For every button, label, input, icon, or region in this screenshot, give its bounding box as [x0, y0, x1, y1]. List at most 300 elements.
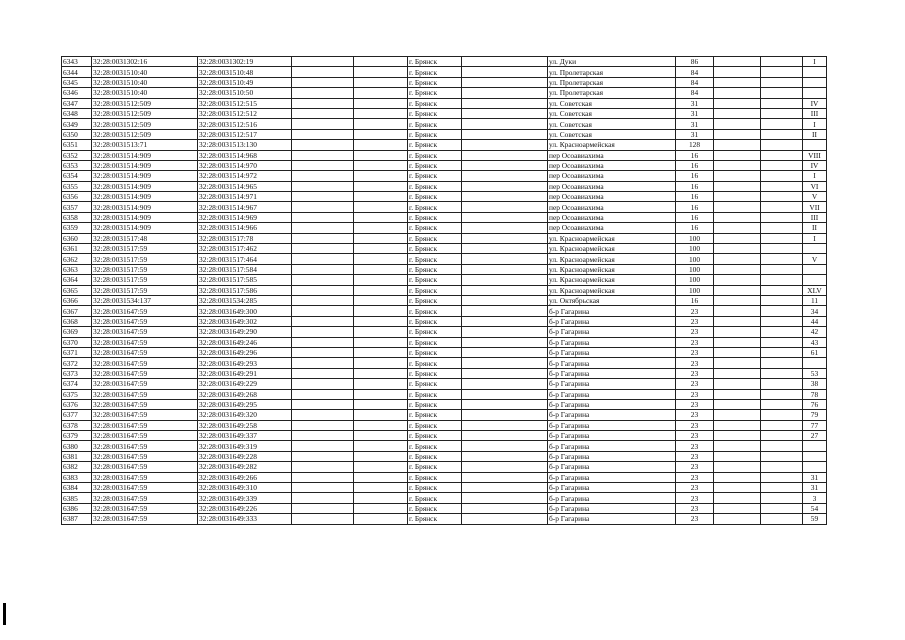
empty-cell	[462, 347, 548, 357]
street-cell: б-р Гагарина	[548, 337, 676, 347]
row-number-cell: 6383	[62, 472, 92, 482]
empty-cell	[714, 431, 761, 441]
apartment-number-cell	[803, 88, 827, 98]
empty-cell	[292, 129, 354, 139]
row-number-cell: 6350	[62, 129, 92, 139]
cadastral-number-cell: 32:28:0031649:300	[198, 306, 292, 316]
cadastral-number-cell: 32:28:0031510:50	[198, 88, 292, 98]
city-cell: г. Брянск	[408, 264, 462, 274]
row-number-cell: 6351	[62, 140, 92, 150]
empty-cell	[761, 98, 803, 108]
parent-cadastral-number-cell: 32:28:0031512:509	[92, 129, 198, 139]
empty-cell	[292, 431, 354, 441]
city-cell: г. Брянск	[408, 88, 462, 98]
house-number-cell: 23	[676, 399, 714, 409]
empty-cell	[292, 337, 354, 347]
empty-cell	[292, 420, 354, 430]
empty-cell	[462, 192, 548, 202]
house-number-cell: 23	[676, 503, 714, 513]
empty-cell	[292, 503, 354, 513]
empty-cell	[292, 347, 354, 357]
cadastral-number-cell: 32:28:0031512:516	[198, 119, 292, 129]
table-row	[62, 399, 827, 409]
house-number-cell: 23	[676, 337, 714, 347]
empty-cell	[714, 368, 761, 378]
table-row	[62, 389, 827, 399]
city-cell: г. Брянск	[408, 275, 462, 285]
empty-cell	[462, 140, 548, 150]
cadastral-number-cell: 32:28:0031649:291	[198, 368, 292, 378]
empty-cell	[761, 181, 803, 191]
empty-cell	[761, 431, 803, 441]
table-row	[62, 358, 827, 368]
empty-cell	[462, 212, 548, 222]
empty-cell	[714, 503, 761, 513]
row-number-cell: 6348	[62, 108, 92, 118]
street-cell: ул. Красноармейская	[548, 244, 676, 254]
empty-cell	[761, 441, 803, 451]
street-cell: б-р Гагарина	[548, 420, 676, 430]
apartment-number-cell	[803, 275, 827, 285]
empty-cell	[292, 223, 354, 233]
parent-cadastral-number-cell: 32:28:0031647:59	[92, 514, 198, 524]
empty-cell	[714, 233, 761, 243]
house-number-cell: 16	[676, 160, 714, 170]
empty-cell	[462, 306, 548, 316]
empty-cell	[714, 347, 761, 357]
table-row	[62, 223, 827, 233]
apartment-number-cell: I	[803, 171, 827, 181]
street-cell: б-р Гагарина	[548, 503, 676, 513]
empty-cell	[354, 462, 408, 472]
empty-cell	[354, 327, 408, 337]
parent-cadastral-number-cell: 32:28:0031647:59	[92, 337, 198, 347]
city-cell: г. Брянск	[408, 57, 462, 67]
empty-cell	[714, 358, 761, 368]
table-row	[62, 160, 827, 170]
empty-cell	[462, 171, 548, 181]
house-number-cell: 100	[676, 254, 714, 264]
empty-cell	[462, 119, 548, 129]
cadastral-number-cell: 32:28:0031649:226	[198, 503, 292, 513]
apartment-number-cell: 34	[803, 306, 827, 316]
parent-cadastral-number-cell: 32:28:0031647:59	[92, 431, 198, 441]
empty-cell	[292, 399, 354, 409]
parent-cadastral-number-cell: 32:28:0031510:40	[92, 88, 198, 98]
cadastral-number-cell: 32:28:0031517:78	[198, 233, 292, 243]
empty-cell	[462, 129, 548, 139]
empty-cell	[761, 295, 803, 305]
document-sheet	[61, 56, 827, 525]
empty-cell	[714, 399, 761, 409]
empty-cell	[761, 88, 803, 98]
cadastral-number-cell: 32:28:0031649:337	[198, 431, 292, 441]
city-cell: г. Брянск	[408, 347, 462, 357]
table-row	[62, 285, 827, 295]
empty-cell	[714, 327, 761, 337]
empty-cell	[714, 514, 761, 524]
parent-cadastral-number-cell: 32:28:0031510:40	[92, 67, 198, 77]
house-number-cell: 16	[676, 181, 714, 191]
house-number-cell: 23	[676, 389, 714, 399]
empty-cell	[462, 441, 548, 451]
empty-cell	[761, 119, 803, 129]
city-cell: г. Брянск	[408, 285, 462, 295]
empty-cell	[292, 171, 354, 181]
house-number-cell: 23	[676, 358, 714, 368]
empty-cell	[354, 295, 408, 305]
empty-cell	[761, 212, 803, 222]
parent-cadastral-number-cell: 32:28:0031514:909	[92, 212, 198, 222]
empty-cell	[292, 379, 354, 389]
house-number-cell: 31	[676, 129, 714, 139]
city-cell: г. Брянск	[408, 171, 462, 181]
row-number-cell: 6381	[62, 451, 92, 461]
street-cell: б-р Гагарина	[548, 327, 676, 337]
cadastral-number-cell: 32:28:0031512:515	[198, 98, 292, 108]
empty-cell	[354, 358, 408, 368]
city-cell: г. Брянск	[408, 337, 462, 347]
cadastral-number-cell: 32:28:0031510:49	[198, 77, 292, 87]
empty-cell	[714, 306, 761, 316]
street-cell: б-р Гагарина	[548, 410, 676, 420]
cadastral-number-cell: 32:28:0031514:966	[198, 223, 292, 233]
cadastral-number-cell: 32:28:0031514:969	[198, 212, 292, 222]
table-row	[62, 150, 827, 160]
parent-cadastral-number-cell: 32:28:0031647:59	[92, 462, 198, 472]
parent-cadastral-number-cell: 32:28:0031514:909	[92, 150, 198, 160]
house-number-cell: 23	[676, 347, 714, 357]
empty-cell	[292, 150, 354, 160]
row-number-cell: 6355	[62, 181, 92, 191]
row-number-cell: 6371	[62, 347, 92, 357]
parent-cadastral-number-cell: 32:28:0031517:59	[92, 285, 198, 295]
house-number-cell: 23	[676, 306, 714, 316]
empty-cell	[714, 389, 761, 399]
cadastral-number-cell: 32:28:0031649:333	[198, 514, 292, 524]
empty-cell	[761, 306, 803, 316]
row-number-cell: 6369	[62, 327, 92, 337]
city-cell: г. Брянск	[408, 368, 462, 378]
row-number-cell: 6345	[62, 77, 92, 87]
parent-cadastral-number-cell: 32:28:0031647:59	[92, 368, 198, 378]
parent-cadastral-number-cell: 32:28:0031647:59	[92, 483, 198, 493]
house-number-cell: 16	[676, 295, 714, 305]
table-row	[62, 462, 827, 472]
empty-cell	[462, 77, 548, 87]
empty-cell	[354, 192, 408, 202]
empty-cell	[354, 379, 408, 389]
empty-cell	[462, 420, 548, 430]
empty-cell	[354, 160, 408, 170]
cadastral-number-cell: 32:28:0031514:967	[198, 202, 292, 212]
empty-cell	[292, 192, 354, 202]
empty-cell	[761, 451, 803, 461]
house-number-cell: 100	[676, 285, 714, 295]
scan-edge-mark	[3, 603, 6, 625]
table-row	[62, 327, 827, 337]
table-row	[62, 472, 827, 482]
empty-cell	[354, 171, 408, 181]
parent-cadastral-number-cell: 32:28:0031647:59	[92, 389, 198, 399]
empty-cell	[714, 77, 761, 87]
table-row	[62, 77, 827, 87]
empty-cell	[354, 472, 408, 482]
city-cell: г. Брянск	[408, 327, 462, 337]
empty-cell	[761, 160, 803, 170]
empty-cell	[714, 181, 761, 191]
empty-cell	[714, 483, 761, 493]
empty-cell	[761, 514, 803, 524]
house-number-cell: 16	[676, 150, 714, 160]
table-row	[62, 420, 827, 430]
apartment-number-cell: 44	[803, 316, 827, 326]
empty-cell	[292, 295, 354, 305]
parent-cadastral-number-cell: 32:28:0031514:909	[92, 202, 198, 212]
street-cell: ул. Красноармейская	[548, 264, 676, 274]
parent-cadastral-number-cell: 32:28:0031510:40	[92, 77, 198, 87]
empty-cell	[354, 514, 408, 524]
row-number-cell: 6370	[62, 337, 92, 347]
street-cell: б-р Гагарина	[548, 441, 676, 451]
row-number-cell: 6380	[62, 441, 92, 451]
empty-cell	[761, 275, 803, 285]
row-number-cell: 6367	[62, 306, 92, 316]
empty-cell	[462, 67, 548, 77]
empty-cell	[292, 140, 354, 150]
empty-cell	[292, 264, 354, 274]
empty-cell	[714, 295, 761, 305]
street-cell: пер Осоавиахима	[548, 192, 676, 202]
empty-cell	[761, 77, 803, 87]
city-cell: г. Брянск	[408, 202, 462, 212]
parent-cadastral-number-cell: 32:28:0031517:48	[92, 233, 198, 243]
cadastral-number-cell: 32:28:0031517:464	[198, 254, 292, 264]
empty-cell	[292, 451, 354, 461]
street-cell: ул. Пролетарская	[548, 77, 676, 87]
apartment-number-cell	[803, 244, 827, 254]
empty-cell	[354, 119, 408, 129]
empty-cell	[292, 327, 354, 337]
empty-cell	[714, 212, 761, 222]
apartment-number-cell: I	[803, 119, 827, 129]
street-cell: б-р Гагарина	[548, 462, 676, 472]
apartment-number-cell: IV	[803, 98, 827, 108]
empty-cell	[714, 441, 761, 451]
apartment-number-cell: 38	[803, 379, 827, 389]
empty-cell	[354, 451, 408, 461]
row-number-cell: 6353	[62, 160, 92, 170]
empty-cell	[354, 244, 408, 254]
empty-cell	[761, 57, 803, 67]
city-cell: г. Брянск	[408, 358, 462, 368]
empty-cell	[714, 129, 761, 139]
city-cell: г. Брянск	[408, 140, 462, 150]
apartment-number-cell: 31	[803, 483, 827, 493]
empty-cell	[292, 98, 354, 108]
house-number-cell: 84	[676, 67, 714, 77]
apartment-number-cell: 54	[803, 503, 827, 513]
empty-cell	[761, 171, 803, 181]
street-cell: пер Осоавиахима	[548, 212, 676, 222]
table-row	[62, 451, 827, 461]
empty-cell	[761, 264, 803, 274]
apartment-number-cell	[803, 441, 827, 451]
row-number-cell: 6360	[62, 233, 92, 243]
empty-cell	[714, 88, 761, 98]
table-row	[62, 275, 827, 285]
city-cell: г. Брянск	[408, 150, 462, 160]
cadastral-number-cell: 32:28:0031514:970	[198, 160, 292, 170]
empty-cell	[292, 368, 354, 378]
city-cell: г. Брянск	[408, 244, 462, 254]
house-number-cell: 23	[676, 420, 714, 430]
property-registry-table	[61, 56, 827, 525]
parent-cadastral-number-cell: 32:28:0031512:509	[92, 98, 198, 108]
street-cell: б-р Гагарина	[548, 431, 676, 441]
empty-cell	[462, 316, 548, 326]
row-number-cell: 6376	[62, 399, 92, 409]
empty-cell	[462, 295, 548, 305]
street-cell: б-р Гагарина	[548, 306, 676, 316]
empty-cell	[292, 316, 354, 326]
parent-cadastral-number-cell: 32:28:0031647:59	[92, 358, 198, 368]
parent-cadastral-number-cell: 32:28:0031647:59	[92, 347, 198, 357]
house-number-cell: 23	[676, 441, 714, 451]
empty-cell	[354, 108, 408, 118]
house-number-cell: 31	[676, 108, 714, 118]
street-cell: пер Осоавиахима	[548, 223, 676, 233]
table-row	[62, 306, 827, 316]
street-cell: б-р Гагарина	[548, 389, 676, 399]
house-number-cell: 128	[676, 140, 714, 150]
empty-cell	[292, 514, 354, 524]
registry-body	[62, 57, 827, 525]
parent-cadastral-number-cell: 32:28:0031514:909	[92, 160, 198, 170]
empty-cell	[714, 493, 761, 503]
house-number-cell: 100	[676, 264, 714, 274]
empty-cell	[462, 472, 548, 482]
row-number-cell: 6344	[62, 67, 92, 77]
parent-cadastral-number-cell: 32:28:0031517:59	[92, 254, 198, 264]
house-number-cell: 31	[676, 98, 714, 108]
row-number-cell: 6368	[62, 316, 92, 326]
table-row	[62, 410, 827, 420]
apartment-number-cell: 76	[803, 399, 827, 409]
apartment-number-cell: 31	[803, 472, 827, 482]
empty-cell	[292, 212, 354, 222]
empty-cell	[761, 503, 803, 513]
parent-cadastral-number-cell: 32:28:0031302:16	[92, 57, 198, 67]
apartment-number-cell: VI	[803, 181, 827, 191]
row-number-cell: 6364	[62, 275, 92, 285]
row-number-cell: 6356	[62, 192, 92, 202]
table-row	[62, 108, 827, 118]
table-row	[62, 212, 827, 222]
house-number-cell: 23	[676, 379, 714, 389]
house-number-cell: 23	[676, 493, 714, 503]
apartment-number-cell: IV	[803, 160, 827, 170]
city-cell: г. Брянск	[408, 306, 462, 316]
cadastral-number-cell: 32:28:0031514:965	[198, 181, 292, 191]
empty-cell	[761, 108, 803, 118]
row-number-cell: 6359	[62, 223, 92, 233]
cadastral-number-cell: 32:28:0031649:229	[198, 379, 292, 389]
apartment-number-cell: 59	[803, 514, 827, 524]
parent-cadastral-number-cell: 32:28:0031647:59	[92, 316, 198, 326]
house-number-cell: 23	[676, 462, 714, 472]
apartment-number-cell: II	[803, 223, 827, 233]
empty-cell	[462, 399, 548, 409]
empty-cell	[761, 472, 803, 482]
cadastral-number-cell: 32:28:0031649:310	[198, 483, 292, 493]
row-number-cell: 6354	[62, 171, 92, 181]
row-number-cell: 6366	[62, 295, 92, 305]
parent-cadastral-number-cell: 32:28:0031647:59	[92, 503, 198, 513]
table-row	[62, 347, 827, 357]
apartment-number-cell: III	[803, 212, 827, 222]
city-cell: г. Брянск	[408, 399, 462, 409]
city-cell: г. Брянск	[408, 514, 462, 524]
apartment-number-cell: 79	[803, 410, 827, 420]
empty-cell	[354, 389, 408, 399]
apartment-number-cell: 3	[803, 493, 827, 503]
house-number-cell: 84	[676, 88, 714, 98]
empty-cell	[462, 462, 548, 472]
house-number-cell: 84	[676, 77, 714, 87]
cadastral-number-cell: 32:28:0031302:19	[198, 57, 292, 67]
table-row	[62, 233, 827, 243]
parent-cadastral-number-cell: 32:28:0031647:59	[92, 327, 198, 337]
parent-cadastral-number-cell: 32:28:0031647:59	[92, 379, 198, 389]
table-row	[62, 171, 827, 181]
row-number-cell: 6372	[62, 358, 92, 368]
city-cell: г. Брянск	[408, 451, 462, 461]
table-row	[62, 119, 827, 129]
city-cell: г. Брянск	[408, 129, 462, 139]
empty-cell	[714, 316, 761, 326]
empty-cell	[292, 233, 354, 243]
empty-cell	[714, 202, 761, 212]
empty-cell	[354, 410, 408, 420]
empty-cell	[714, 254, 761, 264]
empty-cell	[714, 160, 761, 170]
empty-cell	[761, 316, 803, 326]
empty-cell	[761, 410, 803, 420]
city-cell: г. Брянск	[408, 431, 462, 441]
house-number-cell: 16	[676, 192, 714, 202]
street-cell: пер Осоавиахима	[548, 171, 676, 181]
empty-cell	[354, 233, 408, 243]
empty-cell	[761, 379, 803, 389]
apartment-number-cell: V	[803, 254, 827, 264]
empty-cell	[761, 493, 803, 503]
city-cell: г. Брянск	[408, 77, 462, 87]
city-cell: г. Брянск	[408, 181, 462, 191]
empty-cell	[292, 244, 354, 254]
row-number-cell: 6373	[62, 368, 92, 378]
empty-cell	[714, 410, 761, 420]
city-cell: г. Брянск	[408, 192, 462, 202]
street-cell: ул. Красноармейская	[548, 140, 676, 150]
parent-cadastral-number-cell: 32:28:0031647:59	[92, 451, 198, 461]
empty-cell	[761, 368, 803, 378]
row-number-cell: 6377	[62, 410, 92, 420]
street-cell: ул. Красноармейская	[548, 254, 676, 264]
empty-cell	[354, 306, 408, 316]
cadastral-number-cell: 32:28:0031513:130	[198, 140, 292, 150]
city-cell: г. Брянск	[408, 389, 462, 399]
